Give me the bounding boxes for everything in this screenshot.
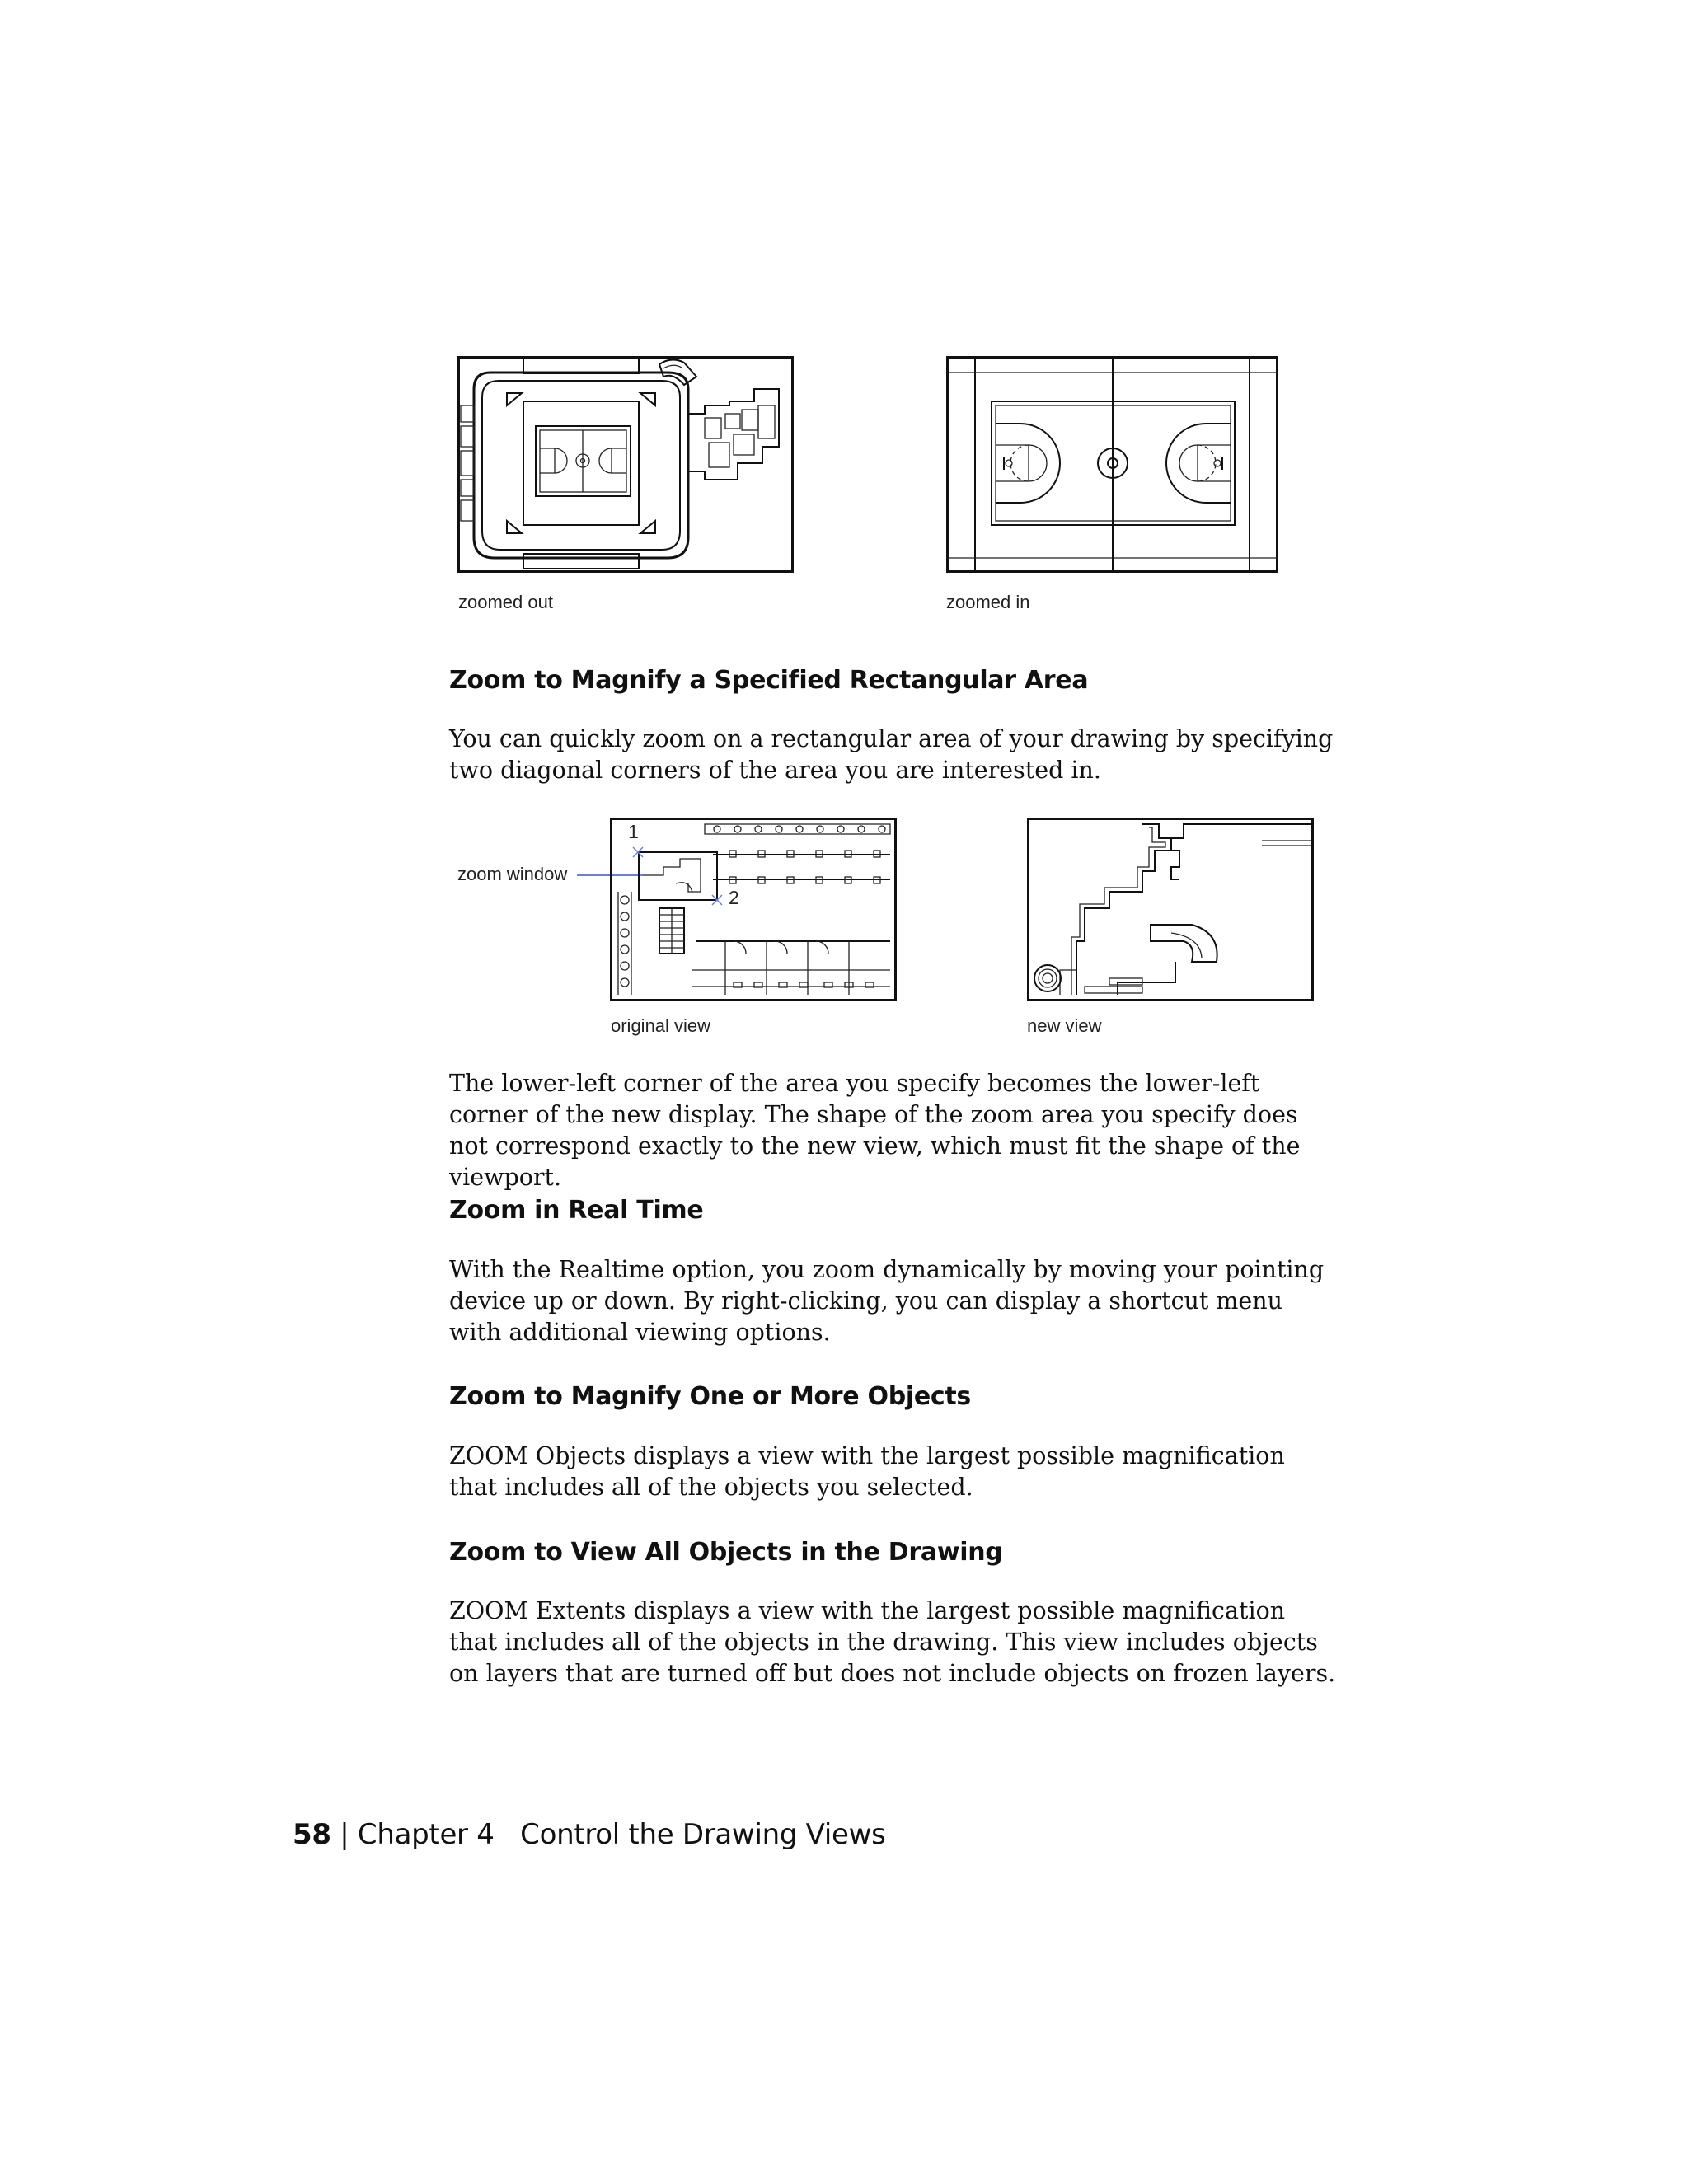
paragraph-text: You can quickly zoom on a rectangular area of your drawing by specifying two diagonal corners of the area you are interested in. [449,725,1334,784]
corner-label-1: 1 [628,821,639,842]
original-view-caption: original view [611,1015,711,1036]
chapter-label: Chapter 4 [357,1818,495,1851]
new-view-drawing [1027,818,1315,1003]
new-view-caption: new view [1027,1015,1102,1036]
paragraph-text: The lower-left corner of the area you specify becomes the lower-left corner of the new display. The shape of the zoom area you specify does not correspond exactly to the new view, which must fit the shape of the viewport. [449,1070,1301,1191]
zoomed-in-drawing [946,356,1280,574]
zoomed-out-drawing [457,356,795,574]
zoomed-in-caption: zoomed in [946,592,1030,612]
section-heading-rectangular-area: Zoom to Magnify a Specified Rectangular Area [449,666,1089,695]
chapter-title: Control the Drawing Views [520,1818,886,1851]
section-heading-real-time: Zoom in Real Time [449,1196,704,1225]
section-paragraph-real-time: With the Realtime option, you zoom dynamically by moving your pointing device up or down. By right-clicking, you can display a shortcut menu with additional viewing options. [449,1256,1325,1346]
original-view-drawing [610,818,898,1003]
section-paragraph-rectangular-area [449,724,1339,786]
page-number: 58 [293,1818,331,1851]
section-paragraph-all-objects: ZOOM Extents displays a view with the largest possible magnification that includes all of the objects in the drawing. This view includes objects on layers that are turned off but does not include objects on frozen layers. [449,1597,1336,1687]
section-heading-one-or-more-objects: Zoom to Magnify One or More Objects [449,1382,971,1411]
page-footer [293,1818,886,1851]
footer-separator: | [340,1818,349,1851]
section-paragraph-lower-left-corner [449,1068,1339,1193]
corner-label-2: 2 [729,887,739,908]
section-heading-all-objects: Zoom to View All Objects in the Drawing [449,1538,1003,1567]
zoom-window-callout: zoom window [457,864,568,884]
zoomed-out-caption: zoomed out [458,592,553,612]
section-paragraph-one-or-more-objects: ZOOM Objects displays a view with the largest possible magnification that includes all of the objects you selected. [449,1442,1285,1501]
